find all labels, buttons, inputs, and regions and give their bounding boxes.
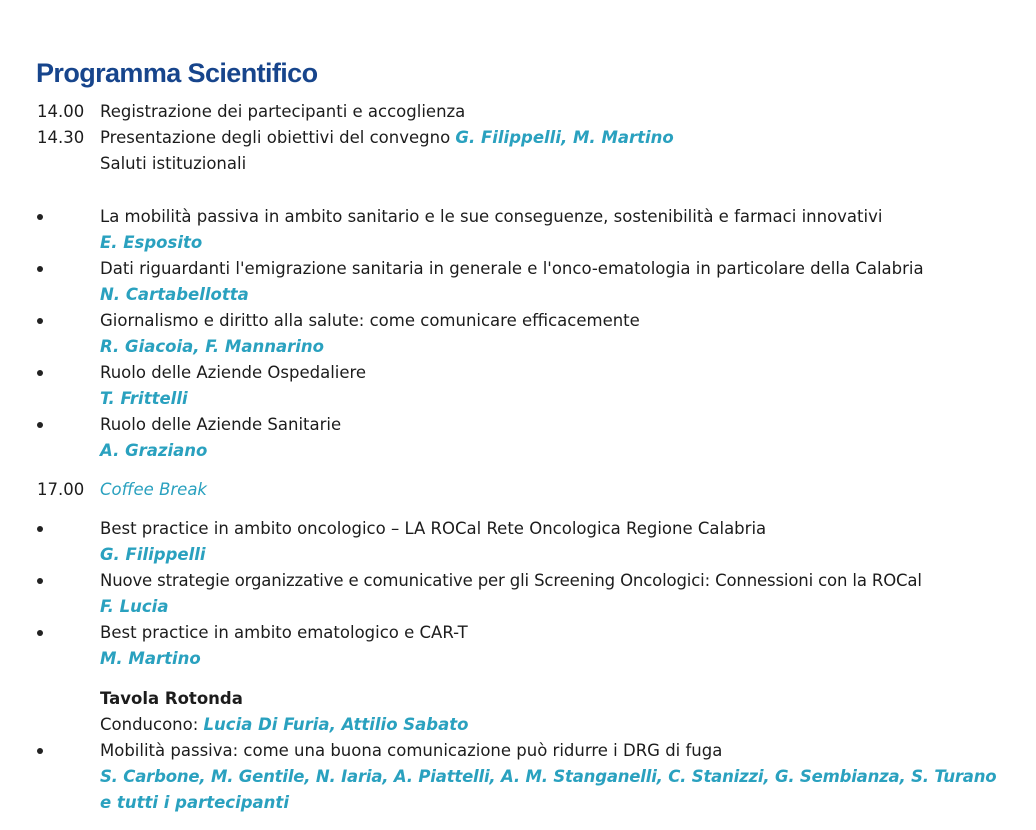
time-label: 14.00: [37, 102, 85, 121]
speaker-names: G. Filippelli, M. Martino: [455, 128, 674, 147]
talk-speaker: F. Lucia: [100, 597, 169, 616]
moderators-text: [100, 713, 468, 737]
talk-title: Nuove strategie organizzative e comunicative per gli Screening Oncologici: Connessioni con la ROCal: [100, 571, 922, 590]
talk-speaker: A. Graziano: [100, 441, 208, 460]
bullet-icon: [37, 526, 43, 532]
bullet-icon: [37, 370, 43, 376]
talk-title: La mobilità passiva in ambito sanitario e le sue conseguenze, sostenibilità e farmaci innovativi: [100, 207, 883, 226]
talk-title: Best practice in ambito ematologico e CAR-T: [100, 623, 468, 642]
schedule-text: Saluti istituzionali: [100, 154, 247, 173]
break-label: Coffee Break: [100, 480, 207, 499]
bullet-icon: [37, 630, 43, 636]
talk-speaker: N. Cartabellotta: [100, 285, 249, 304]
moderators-names: Lucia Di Furia, Attilio Sabato: [203, 715, 469, 734]
schedule-text: Registrazione dei partecipanti e accoglienza: [100, 102, 466, 121]
talk-title: Dati riguardanti l'emigrazione sanitaria in generale e l'onco-ematologia in particolare della Calabria: [100, 259, 924, 278]
time-label: 17.00: [37, 480, 85, 499]
talk-speaker: M. Martino: [100, 649, 201, 668]
schedule-text: [100, 126, 674, 150]
time-label: 14.30: [37, 128, 85, 147]
bullet-icon: [37, 214, 43, 220]
page-title: Programma Scientifico: [36, 58, 318, 88]
talk-title: Giornalismo e diritto alla salute: come comunicare efficacemente: [100, 311, 640, 330]
schedule-text-label: Presentazione degli obiettivi del convegno: [100, 128, 456, 147]
bullet-icon: [37, 318, 43, 324]
talk-speaker: R. Giacoia, F. Mannarino: [100, 337, 324, 356]
bullet-icon: [37, 422, 43, 428]
talk-speaker: E. Esposito: [100, 233, 203, 252]
talk-title: Mobilità passiva: come una buona comunicazione può ridurre i DRG di fuga: [100, 741, 723, 760]
talk-speaker: T. Frittelli: [100, 389, 188, 408]
moderators-label: Conducono:: [100, 715, 204, 734]
bullet-icon: [37, 748, 43, 754]
participants-names: S. Carbone, M. Gentile, N. Iaria, A. Piattelli, A. M. Stanganelli, C. Stanizzi, G. Sembianza, S. Turano: [100, 767, 997, 786]
round-table-heading: Tavola Rotonda: [100, 689, 243, 708]
talk-title: Ruolo delle Aziende Sanitarie: [100, 415, 342, 434]
talk-title: Best practice in ambito oncologico – LA ROCal Rete Oncologica Regione Calabria: [100, 519, 767, 538]
bullet-icon: [37, 578, 43, 584]
participants-footer: e tutti i partecipanti: [100, 793, 289, 812]
talk-speaker: G. Filippelli: [100, 545, 206, 564]
talk-title: Ruolo delle Aziende Ospedaliere: [100, 363, 367, 382]
bullet-icon: [37, 266, 43, 272]
